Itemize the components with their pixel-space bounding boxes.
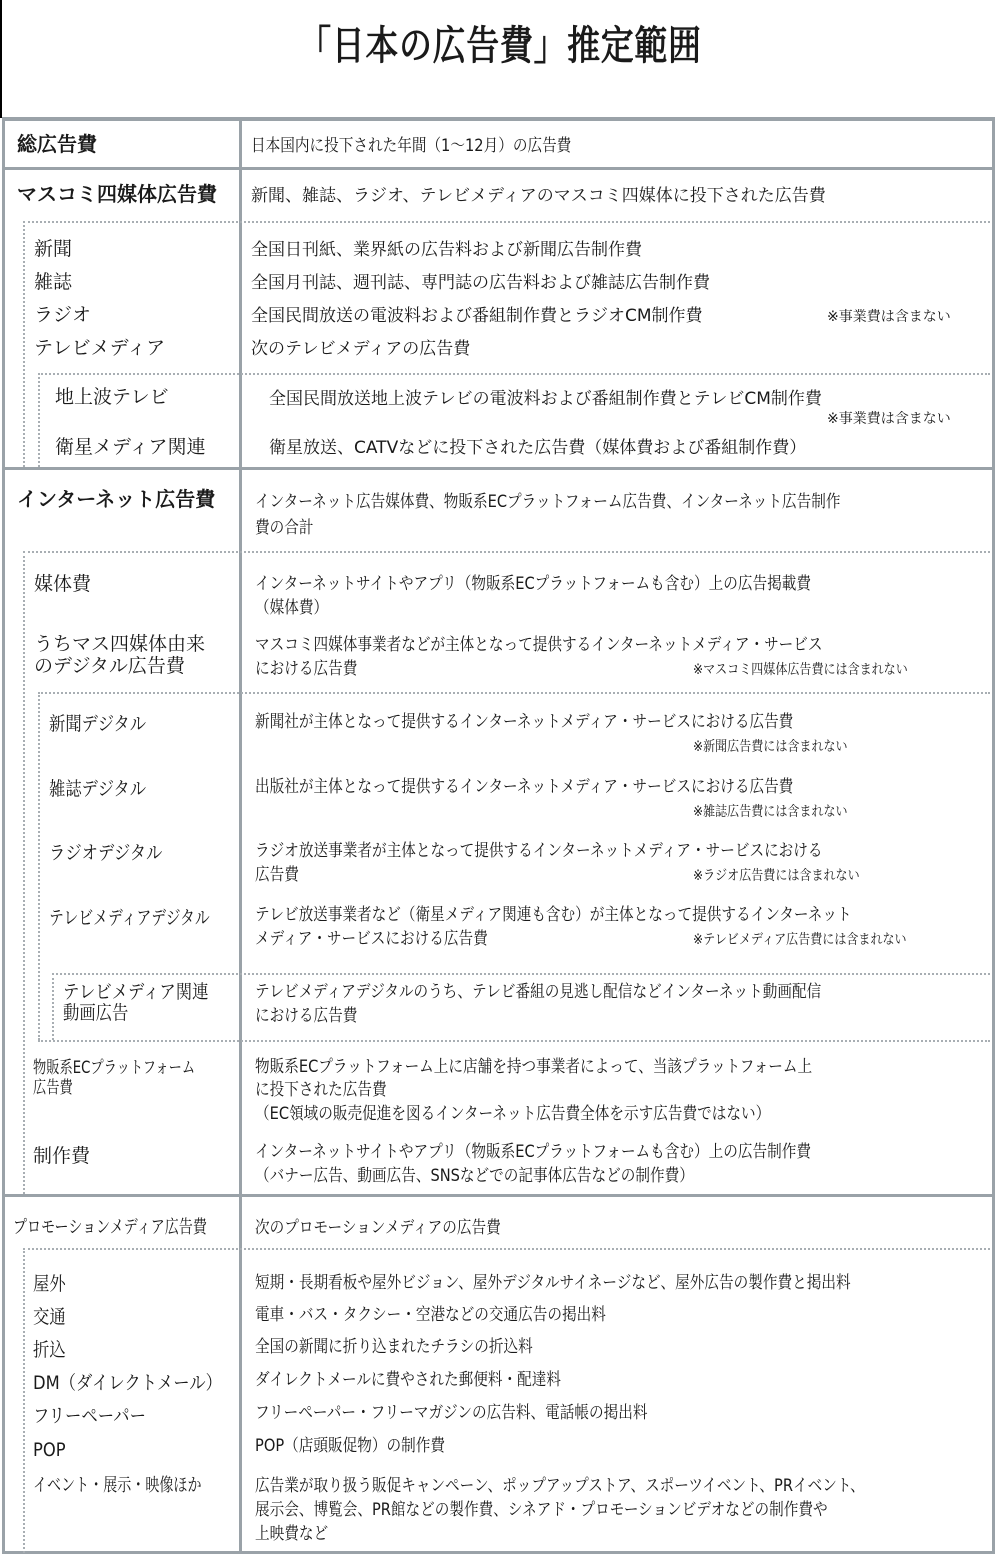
row-desc-internet-1: インターネット広告媒体費、物販系ECプラットフォーム広告費、インターネット広告制作: [255, 492, 841, 512]
row-label-outdoor: 屋外: [33, 1273, 66, 1295]
dotted-divider: [38, 692, 990, 694]
row-label-newspaper: 新聞: [34, 238, 73, 260]
row-label-production: 制作費: [33, 1145, 91, 1167]
row-divider: [5, 1194, 992, 1197]
row-label-mass4-digital-1: うちマス四媒体由来: [34, 633, 206, 655]
row-desc-satellite: 衛星放送、CATVなどに投下された広告費（媒体費および番組制作費）: [269, 438, 807, 458]
row-label-terrestrial: 地上波テレビ: [55, 386, 169, 408]
row-desc-radio-digital-2: 広告費: [255, 865, 299, 885]
note-tv-digital: ※テレビメディア広告費には含まれない: [693, 932, 907, 948]
row-label-promotion: プロモーションメディア広告費: [13, 1217, 207, 1238]
row-label-transit: 交通: [33, 1306, 66, 1328]
dotted-divider: [52, 973, 990, 975]
row-desc-transit: 電車・バス・タクシー・空港などの交通広告の掲出料: [255, 1305, 606, 1325]
row-desc-insert: 全国の新聞に折り込まれたチラシの折込料: [255, 1337, 533, 1357]
row-label-total: 総広告費: [17, 132, 97, 156]
row-label-radio-digital: ラジオデジタル: [49, 842, 163, 864]
note-terrestrial: ※事業費は含まない: [827, 411, 951, 427]
column-divider: [239, 121, 242, 1551]
row-desc-terrestrial: 全国民間放送地上波テレビの電波料および番組制作費とテレビCM制作費: [269, 389, 822, 409]
row-label-internet: インターネット広告費: [17, 487, 216, 511]
dotted-divider: [23, 1248, 25, 1553]
row-label-tv-video-2: 動画広告: [63, 1002, 129, 1024]
row-label-news-digital: 新聞デジタル: [49, 713, 147, 735]
row-label-mag-digital: 雑誌デジタル: [49, 778, 147, 800]
row-desc-event-1: 広告業が取り扱う販促キャンペーン、ポップアップストア、スポーツイベント、PRイベント、: [255, 1476, 865, 1496]
row-desc-tv: 次のテレビメディアの広告費: [251, 339, 471, 359]
row-desc-mass4-digital-1: マスコミ四媒体事業者などが主体となって提供するインターネットメディア・サービス: [255, 635, 823, 655]
row-label-pop: POP: [33, 1439, 66, 1461]
row-desc-event-2: 展示会、博覧会、PR館などの製作費、シネアド・プロモーションビデオなどの制作費や: [255, 1500, 828, 1520]
scope-table: [2, 117, 995, 1554]
dotted-divider: [23, 221, 25, 467]
row-desc-tv-video-2: における広告費: [255, 1006, 358, 1026]
row-label-insert: 折込: [33, 1339, 66, 1361]
row-desc-media-cost-2: （媒体費）: [255, 598, 329, 618]
row-desc-production-2: （バナー広告、動画広告、SNSなどでの記事体広告などの制作費）: [255, 1166, 694, 1186]
row-desc-outdoor: 短期・長期看板や屋外ビジョン、屋外デジタルサイネージなど、屋外広告の製作費と掲出料: [255, 1273, 851, 1293]
row-desc-pop: POP（店頭販促物）の制作費: [255, 1436, 445, 1456]
dotted-divider: [38, 692, 40, 1040]
row-label-freepaper: フリーペーパー: [33, 1405, 146, 1427]
row-desc-mag-digital: 出版社が主体となって提供するインターネットメディア・サービスにおける広告費: [255, 777, 794, 797]
row-label-media-cost: 媒体費: [34, 573, 92, 595]
row-desc-ec-2: に投下された広告費: [255, 1080, 387, 1100]
row-desc-ec-3: （EC領域の販売促進を図るインターネット広告費全体を示す広告費ではない）: [255, 1104, 771, 1124]
dotted-divider: [23, 551, 990, 553]
row-desc-dm: ダイレクトメールに費やされた郵便料・配達料: [255, 1370, 561, 1390]
row-desc-radio-digital-1: ラジオ放送事業者が主体となって提供するインターネットメディア・サービスにおける: [255, 841, 823, 861]
row-label-tv: テレビメディア: [34, 337, 166, 359]
row-divider: [5, 467, 992, 470]
row-label-radio: ラジオ: [34, 304, 92, 326]
row-desc-newspaper: 全国日刊紙、業界紙の広告料および新聞広告制作費: [251, 240, 642, 260]
row-label-mass4-digital-2: のデジタル広告費: [34, 655, 185, 677]
dotted-divider: [23, 551, 25, 1194]
row-label-event: イベント・展示・映像ほか: [33, 1475, 202, 1496]
row-desc-magazine: 全国月刊誌、週刊誌、専門誌の広告料および雑誌広告制作費: [251, 273, 710, 293]
row-desc-internet-2: 費の合計: [255, 518, 314, 538]
row-desc-mass4-digital-2: における広告費: [255, 659, 358, 679]
row-label-satellite: 衛星メディア関連: [55, 436, 206, 458]
dotted-divider: [38, 373, 990, 375]
dotted-divider: [23, 221, 990, 223]
left-frame-line: [0, 0, 2, 118]
row-desc-event-3: 上映費など: [255, 1524, 329, 1544]
note-radio-digital: ※ラジオ広告費には含まれない: [693, 868, 860, 884]
row-label-magazine: 雑誌: [34, 271, 73, 293]
page-title: 「日本の広告費」推定範囲: [298, 23, 702, 69]
row-desc-freepaper: フリーペーパー・フリーマガジンの広告料、電話帳の掲出料: [255, 1403, 648, 1423]
row-desc-radio: 全国民間放送の電波料および番組制作費とラジオCM制作費: [251, 306, 703, 326]
note-mag-digital: ※雑誌広告費には含まれない: [693, 804, 848, 820]
row-desc-tv-video-1: テレビメディアデジタルのうち、テレビ番組の見逃し配信などインターネット動画配信: [255, 982, 822, 1002]
row-desc-tv-digital-2: メディア・サービスにおける広告費: [255, 929, 488, 949]
row-desc-tv-digital-1: テレビ放送事業者など（衛星メディア関連も含む）が主体となって提供するインターネット: [255, 905, 852, 925]
dotted-divider: [23, 1248, 990, 1250]
row-desc-promotion: 次のプロモーションメディアの広告費: [255, 1218, 501, 1238]
row-label-ec-2: 広告費: [33, 1078, 73, 1098]
row-desc-total: 日本国内に投下された年間（1～12月）の広告費: [251, 136, 572, 156]
dotted-divider: [38, 373, 40, 467]
note-news-digital: ※新聞広告費には含まれない: [693, 739, 848, 755]
row-label-tv-video-1: テレビメディア関連: [63, 981, 209, 1003]
row-desc-production-1: インターネットサイトやアプリ（物販系ECプラットフォームも含む）上の広告制作費: [255, 1142, 812, 1162]
row-label-mass4: マスコミ四媒体広告費: [17, 182, 217, 206]
row-desc-media-cost-1: インターネットサイトやアプリ（物販系ECプラットフォームも含む）上の広告掲載費: [255, 574, 812, 594]
note-radio: ※事業費は含まない: [827, 309, 951, 325]
dotted-divider: [38, 1040, 990, 1042]
note-mass4-digital: ※マスコミ四媒体広告費には含まれない: [693, 662, 908, 678]
row-desc-ec-1: 物販系ECプラットフォーム上に店舗を持つ事業者によって、当該プラットフォーム上: [255, 1057, 813, 1077]
dotted-divider: [52, 973, 54, 1040]
row-label-tv-digital: テレビメディアデジタル: [49, 907, 210, 929]
row-desc-mass4: 新聞、雑誌、ラジオ、テレビメディアのマスコミ四媒体に投下された広告費: [251, 186, 826, 206]
row-desc-news-digital: 新聞社が主体となって提供するインターネットメディア・サービスにおける広告費: [255, 712, 794, 732]
row-label-dm: DM（ダイレクトメール）: [33, 1372, 222, 1394]
row-divider: [5, 167, 992, 170]
row-label-ec-1: 物販系ECプラットフォーム: [33, 1058, 196, 1078]
